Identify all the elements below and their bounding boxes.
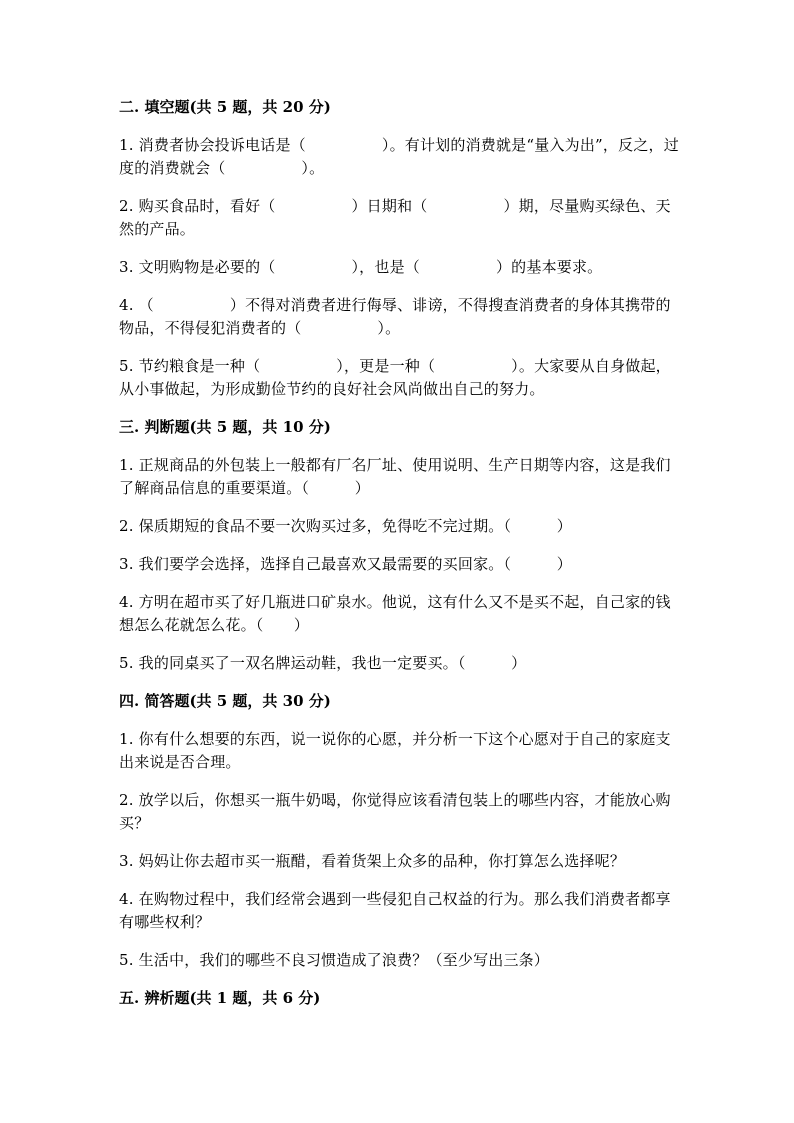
exam-page (119, 96, 679, 1025)
question-item: 2. 放学以后，你想买一瓶牛奶喝，你觉得应该看清包装上的哪些内容，才能放心购买？ (119, 791, 671, 832)
section-title: 三. 判断题(共 5 题，共 10 分) (119, 418, 331, 436)
question-item: 2. 购买食品时，看好（ ）日期和（ ）期，尽量购买绿色、天然的产品。 (119, 197, 671, 238)
question-item: 4. （ ）不得对消费者进行侮辱、诽谤，不得搜查消费者的身体其携带的物品，不得侵犯消费者的（ ）。 (119, 296, 671, 337)
section-title: 二. 填空题(共 5 题，共 20 分) (119, 98, 331, 116)
section-short-answer (119, 690, 679, 972)
question-item: 5. 生活中，我们的哪些不良习惯造成了浪费？（至少写出三条） (119, 951, 550, 969)
section-true-false (119, 416, 679, 675)
question-item: 3. 妈妈让你去超市买一瓶醋，看着货架上众多的品种，你打算怎么选择呢？ (119, 852, 626, 870)
question-item: 2. 保质期短的食品不要一次购买过多，免得吃不完过期。（ ） (119, 517, 572, 535)
question-item: 3. 我们要学会选择，选择自己最喜欢又最需要的买回家。（ ） (119, 555, 572, 573)
question-item: 1. 你有什么想要的东西，说一说你的心愿，并分析一下这个心愿对于自己的家庭支出来说是否合理。 (119, 730, 671, 771)
question-item: 1. 消费者协会投诉电话是（ ）。有计划的消费就是“量入为出”，反之，过度的消费就会（ ）。 (119, 136, 679, 177)
question-item: 4. 在购物过程中，我们经常会遇到一些侵犯自己权益的行为。那么我们消费者都享有哪些权利？ (119, 890, 671, 931)
question-item: 1. 正规商品的外包装上一般都有厂名厂址、使用说明、生产日期等内容，这是我们了解商品信息的重要渠道。（ ） (119, 456, 671, 497)
section-analysis (119, 987, 679, 1009)
section-title: 四. 简答题(共 5 题，共 30 分) (119, 692, 331, 710)
section-title: 五. 辨析题(共 1 题，共 6 分) (119, 989, 321, 1007)
section-fill-in-blank (119, 96, 679, 401)
question-item: 3. 文明购物是必要的（ ），也是（ ）的基本要求。 (119, 258, 603, 276)
question-item: 5. 我的同桌买了一双名牌运动鞋，我也一定要买。（ ） (119, 654, 527, 672)
question-item: 5. 节约粮食是一种（ ），更是一种（ ）。大家要从自身做起，从小事做起，为形成勤俭节约的良好社会风尚做出自己的努力。 (119, 357, 671, 398)
question-item: 4. 方明在超市买了好几瓶进口矿泉水。他说，这有什么又不是买不起，自己家的钱想怎么花就怎么花。（ ） (119, 593, 671, 634)
